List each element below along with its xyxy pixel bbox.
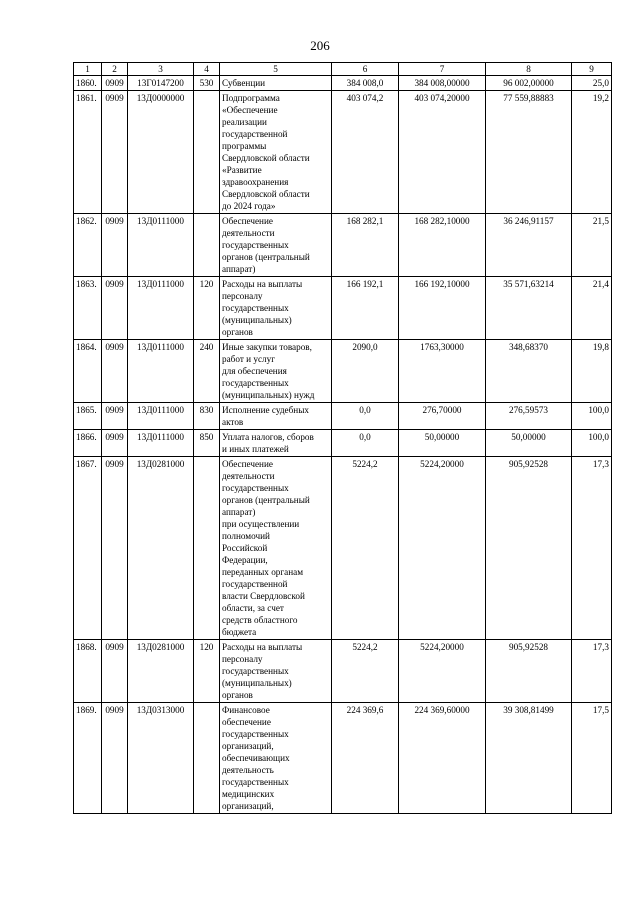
refined-amount: 1763,30000 <box>399 340 486 403</box>
refined-amount: 384 008,00000 <box>399 76 486 91</box>
item-name: Подпрограмма «Обеспечение реализации государственной программы Свердловской области «Развитие здравоохранения Свердловской области до 2024 года» <box>220 91 332 214</box>
section-code: 0909 <box>102 91 128 214</box>
table-row <box>74 76 612 91</box>
header-cell: 8 <box>486 63 572 76</box>
refined-amount: 166 192,10000 <box>399 277 486 340</box>
target-code: 13Д0111000 <box>128 214 194 277</box>
planned-amount: 5224,2 <box>332 640 399 703</box>
execution-percent: 17,5 <box>572 703 612 814</box>
header-cell: 3 <box>128 63 194 76</box>
expense-type-code: 530 <box>194 76 220 91</box>
planned-amount: 403 074,2 <box>332 91 399 214</box>
executed-amount: 36 246,91157 <box>486 214 572 277</box>
refined-amount: 403 074,20000 <box>399 91 486 214</box>
item-name: Расходы на выплаты персоналу государственных (муниципальных) органов <box>220 277 332 340</box>
section-code: 0909 <box>102 277 128 340</box>
planned-amount: 166 192,1 <box>332 277 399 340</box>
target-code: 13Д0313000 <box>128 703 194 814</box>
execution-percent: 17,3 <box>572 640 612 703</box>
section-code: 0909 <box>102 340 128 403</box>
row-number: 1868. <box>74 640 102 703</box>
executed-amount: 35 571,63214 <box>486 277 572 340</box>
execution-percent: 17,3 <box>572 457 612 640</box>
expense-type-code: 850 <box>194 430 220 457</box>
target-code: 13Д0281000 <box>128 640 194 703</box>
header-cell: 5 <box>220 63 332 76</box>
row-number: 1869. <box>74 703 102 814</box>
row-number: 1865. <box>74 403 102 430</box>
section-code: 0909 <box>102 214 128 277</box>
target-code: 13Д0000000 <box>128 91 194 214</box>
row-number: 1864. <box>74 340 102 403</box>
table-row <box>74 91 612 214</box>
item-name: Субвенции <box>220 76 332 91</box>
planned-amount: 5224,2 <box>332 457 399 640</box>
refined-amount: 168 282,10000 <box>399 214 486 277</box>
execution-percent: 21,4 <box>572 277 612 340</box>
execution-percent: 19,2 <box>572 91 612 214</box>
header-cell: 6 <box>332 63 399 76</box>
item-name: Иные закупки товаров, работ и услуг для обеспечения государственных (муниципальных) нужд <box>220 340 332 403</box>
row-number: 1867. <box>74 457 102 640</box>
table-row <box>74 403 612 430</box>
execution-percent: 25,0 <box>572 76 612 91</box>
target-code: 13Г0147200 <box>128 76 194 91</box>
refined-amount: 224 369,60000 <box>399 703 486 814</box>
table-row <box>74 703 612 814</box>
target-code: 13Д0111000 <box>128 430 194 457</box>
header-cell: 1 <box>74 63 102 76</box>
table-row <box>74 640 612 703</box>
refined-amount: 50,00000 <box>399 430 486 457</box>
row-number: 1862. <box>74 214 102 277</box>
target-code: 13Д0111000 <box>128 403 194 430</box>
item-name: Обеспечение деятельности государственных органов (центральный аппарат) <box>220 214 332 277</box>
item-name: Уплата налогов, сборов и иных платежей <box>220 430 332 457</box>
item-name: Обеспечение деятельности государственных органов (центральный аппарат) при осуществлении полномочий Российской Федерации, переданных органам государственной власти Свердловской области, за счет средств областного бюджета <box>220 457 332 640</box>
expense-type-code <box>194 91 220 214</box>
row-number: 1863. <box>74 277 102 340</box>
section-code: 0909 <box>102 703 128 814</box>
item-name: Финансовое обеспечение государственных организаций, обеспечивающих деятельность государственных медицинских организаций, <box>220 703 332 814</box>
planned-amount: 384 008,0 <box>332 76 399 91</box>
planned-amount: 0,0 <box>332 430 399 457</box>
refined-amount: 276,70000 <box>399 403 486 430</box>
refined-amount: 5224,20000 <box>399 640 486 703</box>
table-row <box>74 457 612 640</box>
section-code: 0909 <box>102 640 128 703</box>
header-row <box>74 63 612 76</box>
page-number: 206 <box>310 38 330 53</box>
expense-type-code: 120 <box>194 640 220 703</box>
expense-type-code: 830 <box>194 403 220 430</box>
table-row <box>74 430 612 457</box>
item-name: Расходы на выплаты персоналу государственных (муниципальных) органов <box>220 640 332 703</box>
table-row <box>74 277 612 340</box>
executed-amount: 276,59573 <box>486 403 572 430</box>
section-code: 0909 <box>102 457 128 640</box>
row-number: 1860. <box>74 76 102 91</box>
executed-amount: 905,92528 <box>486 640 572 703</box>
execution-percent: 19,8 <box>572 340 612 403</box>
section-code: 0909 <box>102 76 128 91</box>
budget-table <box>73 62 612 814</box>
table-row <box>74 340 612 403</box>
refined-amount: 5224,20000 <box>399 457 486 640</box>
expense-type-code: 240 <box>194 340 220 403</box>
row-number: 1866. <box>74 430 102 457</box>
execution-percent: 100,0 <box>572 403 612 430</box>
planned-amount: 168 282,1 <box>332 214 399 277</box>
target-code: 13Д0281000 <box>128 457 194 640</box>
expense-type-code <box>194 214 220 277</box>
executed-amount: 39 308,81499 <box>486 703 572 814</box>
execution-percent: 21,5 <box>572 214 612 277</box>
table-row <box>74 214 612 277</box>
executed-amount: 96 002,00000 <box>486 76 572 91</box>
item-name: Исполнение судебных актов <box>220 403 332 430</box>
planned-amount: 224 369,6 <box>332 703 399 814</box>
target-code: 13Д0111000 <box>128 277 194 340</box>
header-cell: 4 <box>194 63 220 76</box>
executed-amount: 77 559,88883 <box>486 91 572 214</box>
planned-amount: 2090,0 <box>332 340 399 403</box>
expense-type-code <box>194 703 220 814</box>
executed-amount: 905,92528 <box>486 457 572 640</box>
header-cell: 7 <box>399 63 486 76</box>
executed-amount: 50,00000 <box>486 430 572 457</box>
execution-percent: 100,0 <box>572 430 612 457</box>
executed-amount: 348,68370 <box>486 340 572 403</box>
section-code: 0909 <box>102 403 128 430</box>
header-cell: 9 <box>572 63 612 76</box>
row-number: 1861. <box>74 91 102 214</box>
expense-type-code: 120 <box>194 277 220 340</box>
section-code: 0909 <box>102 430 128 457</box>
target-code: 13Д0111000 <box>128 340 194 403</box>
expense-type-code <box>194 457 220 640</box>
header-cell: 2 <box>102 63 128 76</box>
planned-amount: 0,0 <box>332 403 399 430</box>
